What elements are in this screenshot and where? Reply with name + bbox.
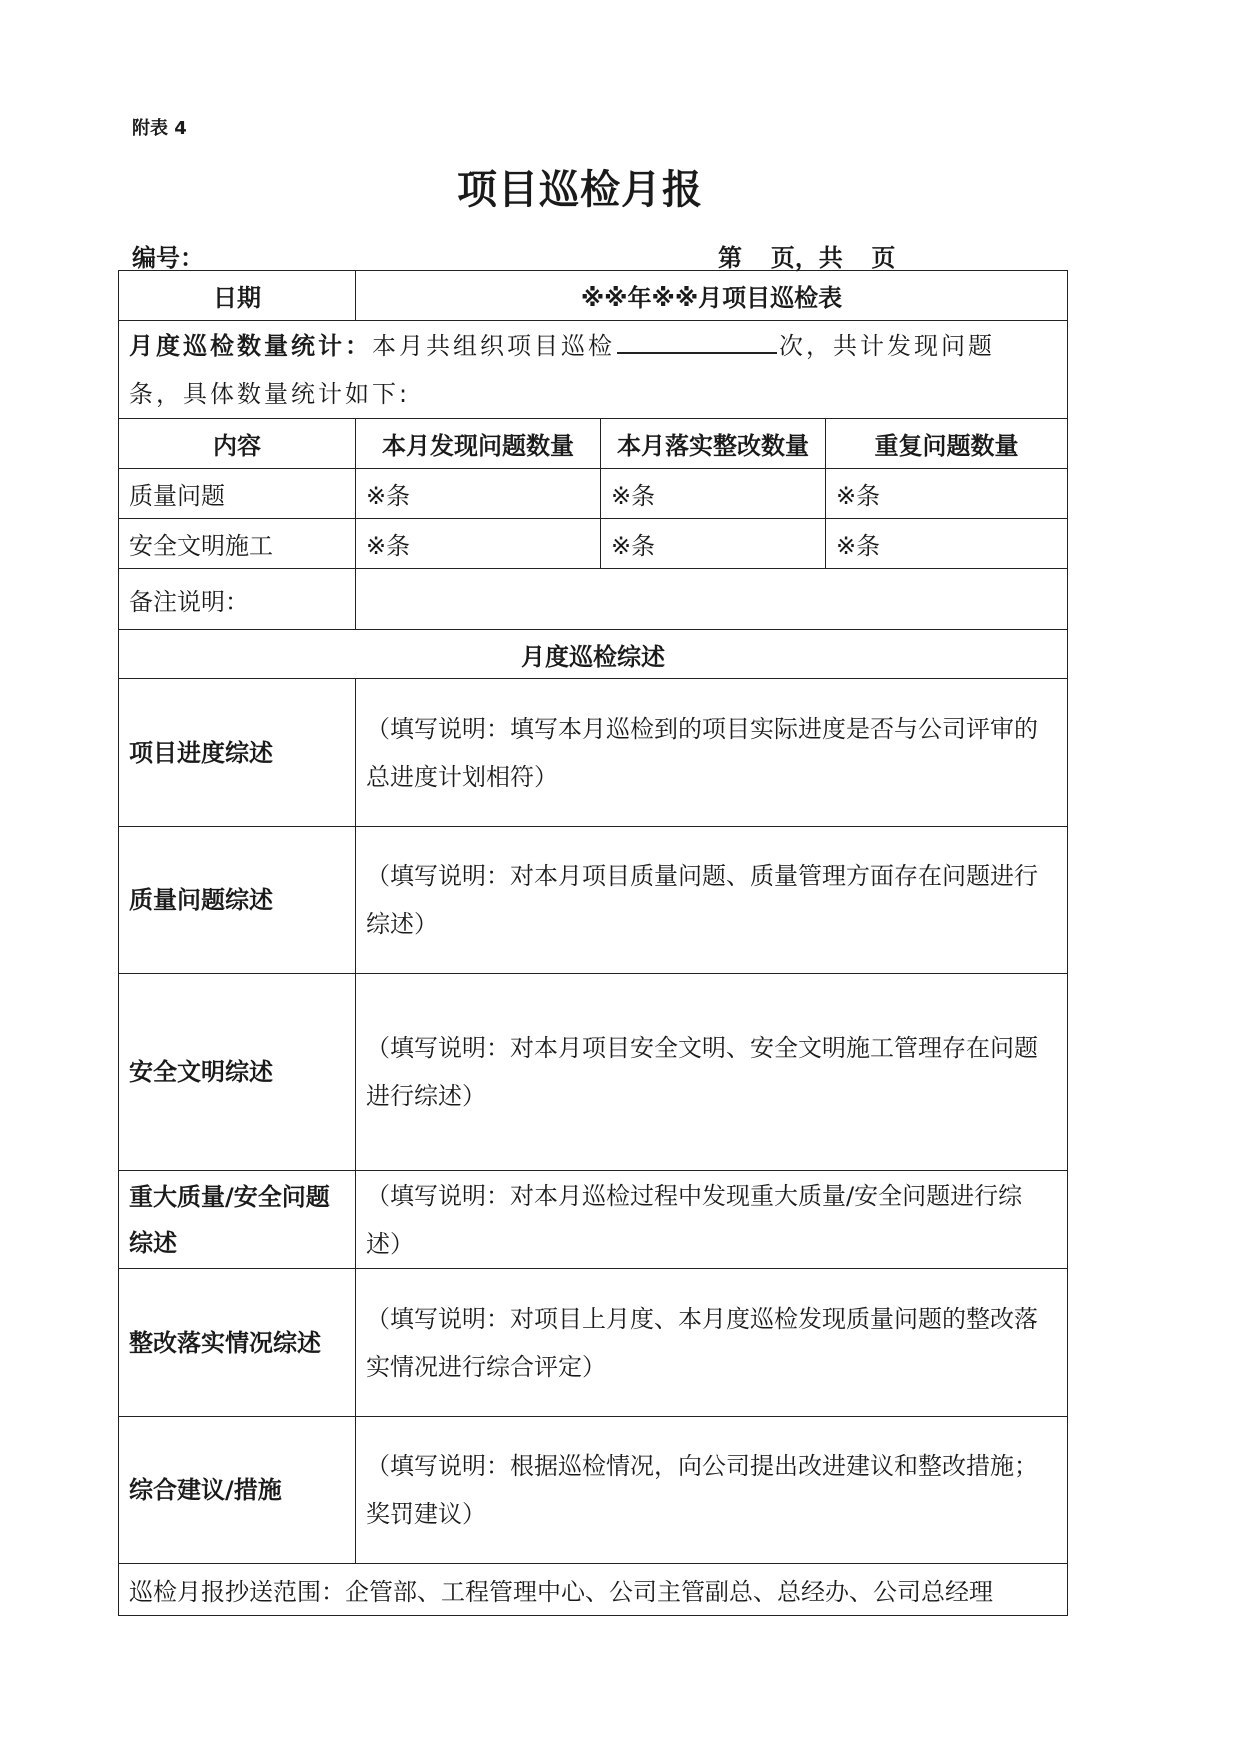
column-header: 本月落实整改数量	[601, 419, 826, 469]
column-header: 重复问题数量	[826, 419, 1068, 469]
attachment-label: 附表 4	[132, 118, 187, 139]
table-row	[119, 519, 1068, 569]
table-cell: ※条	[826, 519, 1068, 569]
column-header: 本月发现问题数量	[356, 419, 601, 469]
summary-label: 整改落实情况综述	[119, 1269, 356, 1417]
stats-text-before: 本月共组织项目巡检	[372, 331, 615, 360]
summary-note: （填写说明：对本月巡检过程中发现重大质量/安全问题进行综述）	[356, 1171, 1068, 1269]
stats-text-after: 次，共计发现问题	[779, 331, 995, 360]
summary-row	[119, 1171, 1068, 1269]
table-cell: ※条	[356, 519, 601, 569]
summary-label: 综合建议/措施	[119, 1417, 356, 1564]
remarks-content	[356, 569, 1068, 630]
remarks-label: 备注说明：	[119, 569, 356, 630]
date-label: 日期	[119, 271, 356, 321]
stats-text-line2: 条，具体数量统计如下:	[129, 379, 411, 408]
stats-row	[119, 321, 1068, 419]
table-row	[119, 469, 1068, 519]
page-count-label: 第 页，共 页	[718, 244, 896, 272]
table-cell: ※条	[601, 469, 826, 519]
summary-title: 月度巡检综述	[119, 630, 1068, 679]
distribution-row	[119, 1564, 1068, 1616]
summary-note: （填写说明：填写本月巡检到的项目实际进度是否与公司评审的总进度计划相符）	[356, 679, 1068, 827]
row-label: 安全文明施工	[119, 519, 356, 569]
distribution-text: 巡检月报抄送范围：企管部、工程管理中心、公司主管副总、总经办、公司总经理	[119, 1564, 1068, 1616]
summary-label: 重大质量/安全问题综述	[119, 1171, 356, 1269]
summary-row	[119, 679, 1068, 827]
summary-note: （填写说明：对本月项目质量问题、质量管理方面存在问题进行综述）	[356, 827, 1068, 974]
table-cell: ※条	[356, 469, 601, 519]
summary-label: 质量问题综述	[119, 827, 356, 974]
inspection-form-table	[118, 270, 1068, 1616]
inspection-count-blank	[617, 322, 777, 354]
summary-row	[119, 827, 1068, 974]
summary-row	[119, 974, 1068, 1171]
form-title: ※※年※※月项目巡检表	[356, 271, 1068, 321]
summary-note: （填写说明：对项目上月度、本月度巡检发现质量问题的整改落实情况进行综合评定）	[356, 1269, 1068, 1417]
summary-note: （填写说明：根据巡检情况，向公司提出改进建议和整改措施；奖罚建议）	[356, 1417, 1068, 1564]
date-row	[119, 271, 1068, 321]
summary-label: 项目进度综述	[119, 679, 356, 827]
summary-label: 安全文明综述	[119, 974, 356, 1171]
row-label: 质量问题	[119, 469, 356, 519]
table-cell: ※条	[601, 519, 826, 569]
document-title: 项目巡检月报	[457, 167, 703, 213]
summary-title-row	[119, 630, 1068, 679]
column-header-row	[119, 419, 1068, 469]
stats-cell	[119, 321, 1068, 419]
summary-row	[119, 1417, 1068, 1564]
table-cell: ※条	[826, 469, 1068, 519]
column-header: 内容	[119, 419, 356, 469]
summary-note: （填写说明：对本月项目安全文明、安全文明施工管理存在问题进行综述）	[356, 974, 1068, 1171]
stats-label: 月度巡检数量统计：	[129, 331, 372, 360]
number-label: 编号：	[132, 244, 204, 272]
remarks-row	[119, 569, 1068, 630]
summary-row	[119, 1269, 1068, 1417]
